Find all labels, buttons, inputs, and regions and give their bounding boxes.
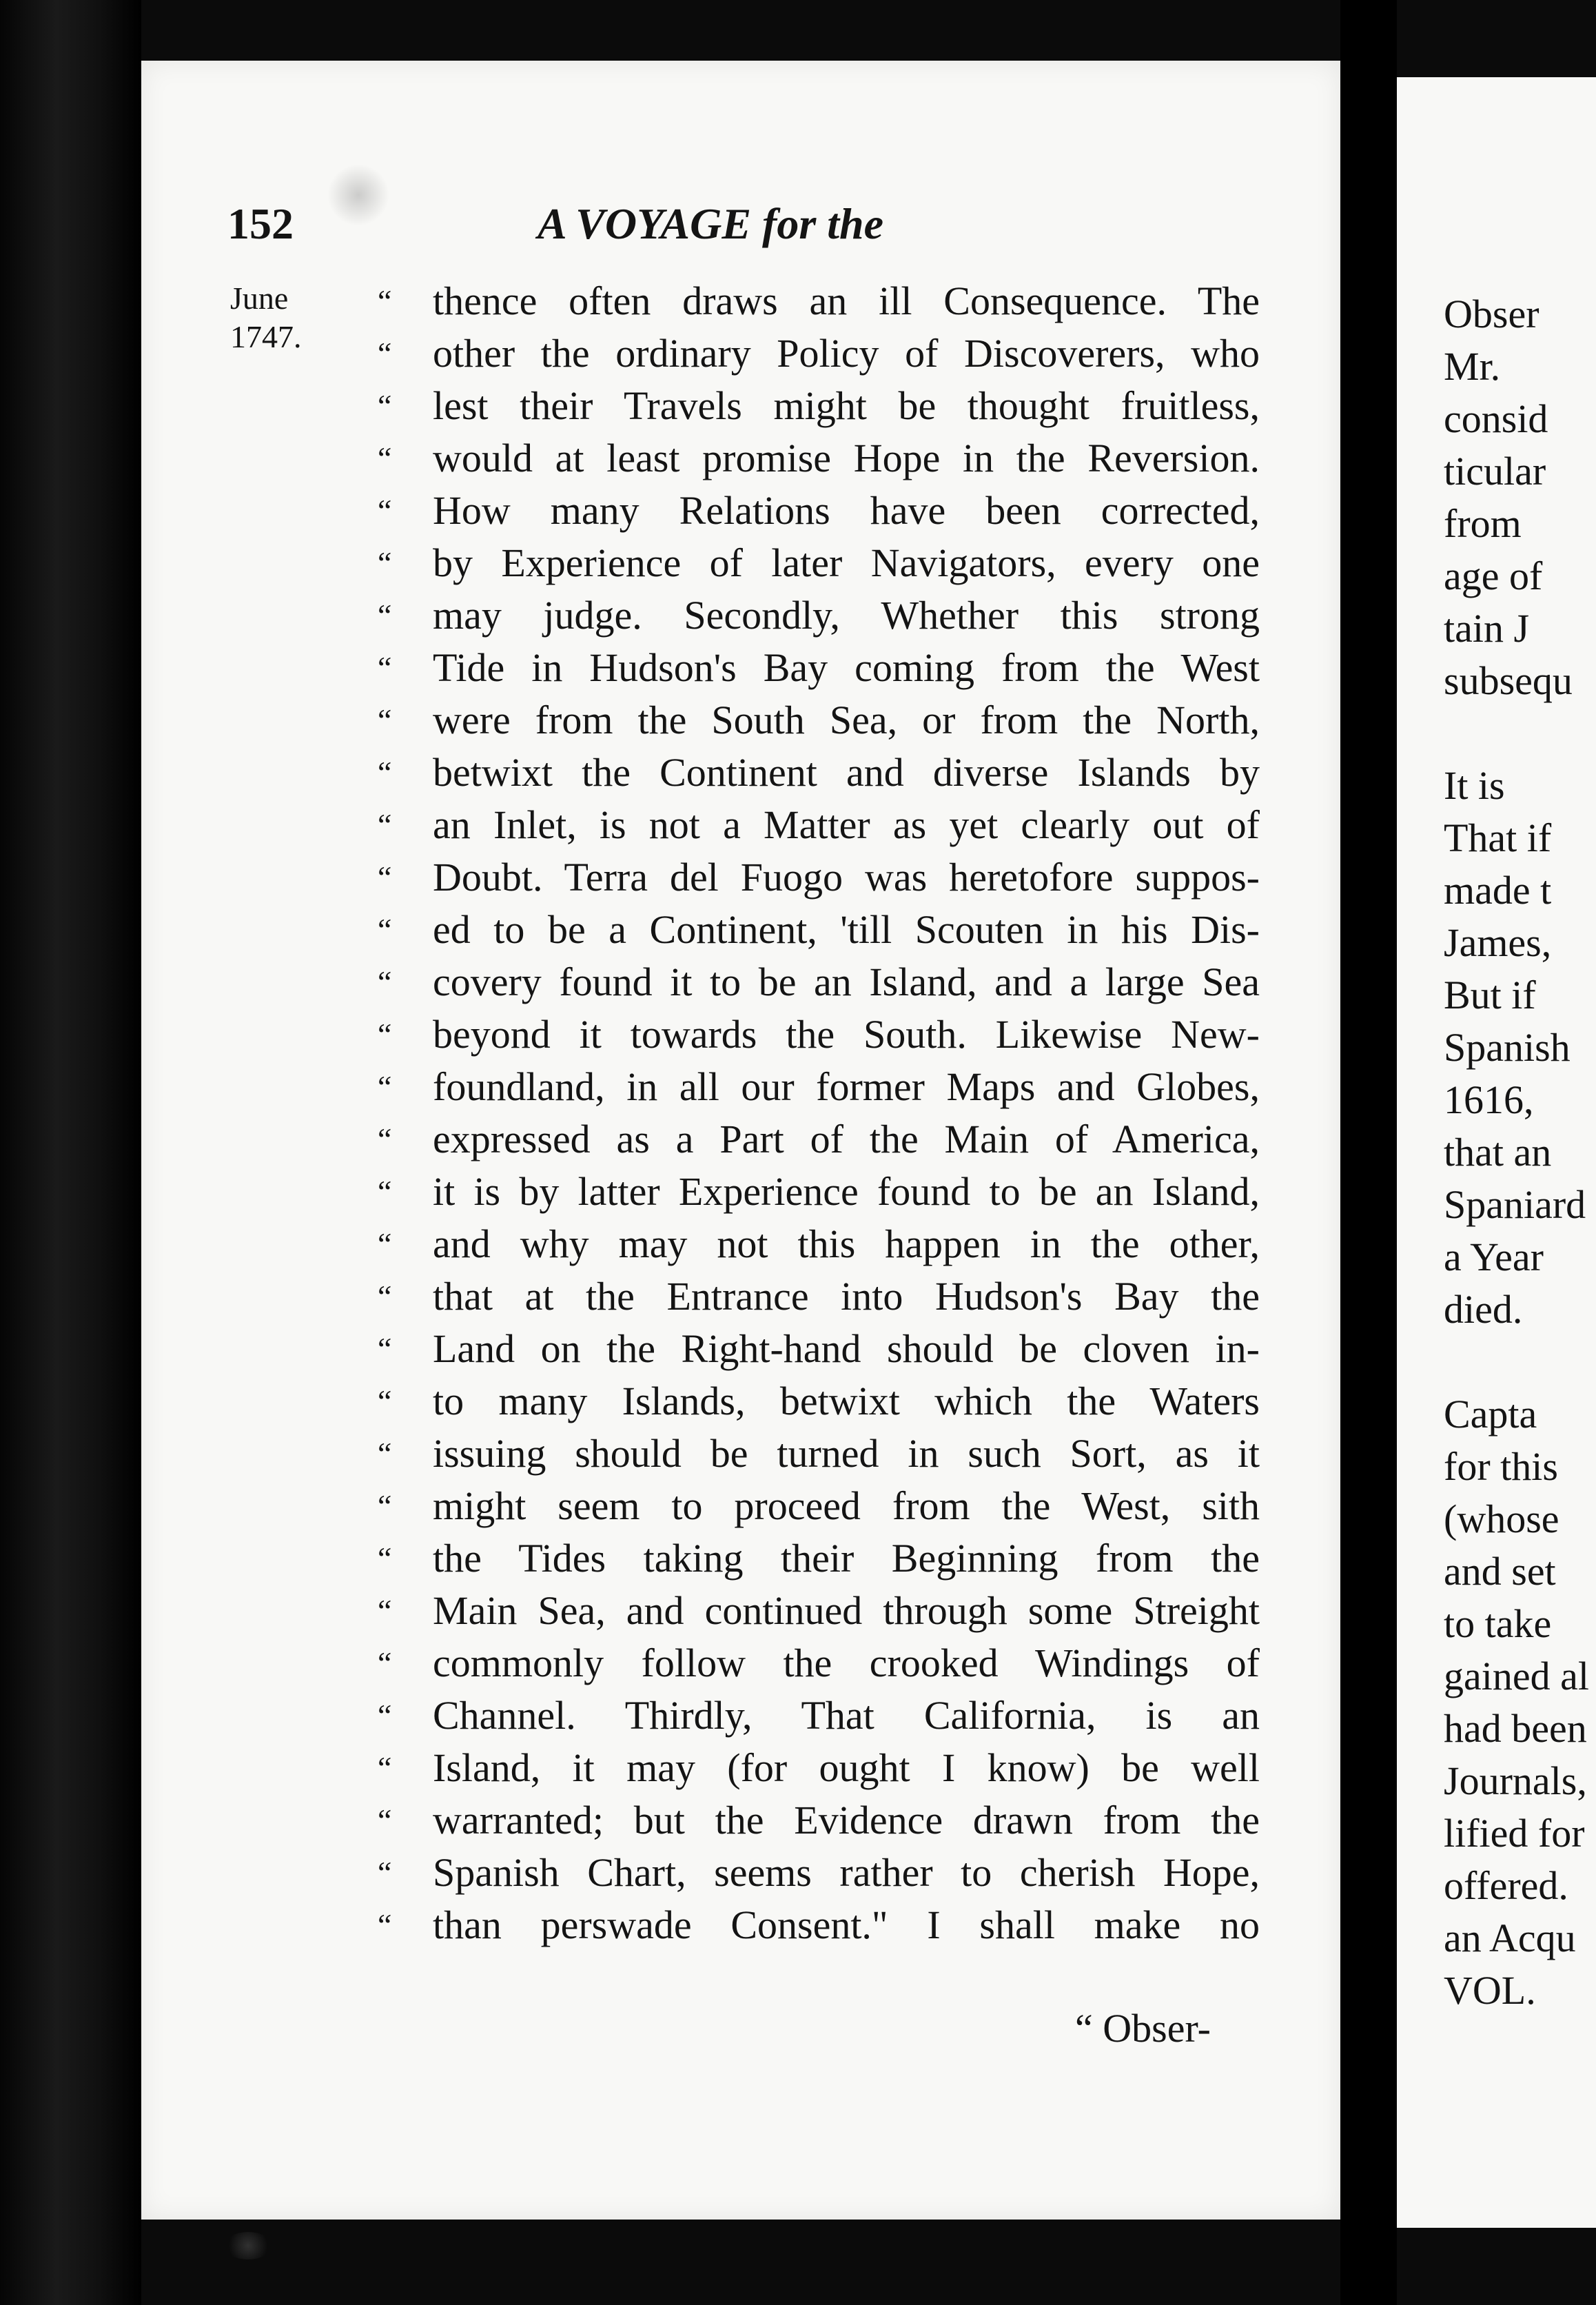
quote-mark: “ <box>378 1749 392 1785</box>
quote-mark: “ <box>378 859 392 895</box>
quote-mark: “ <box>378 597 392 633</box>
line-text: How many Relations have been corrected, <box>433 487 1260 533</box>
quote-mark: “ <box>378 1278 392 1314</box>
ink-smudge <box>224 2232 272 2260</box>
quote-mark: “ <box>378 1540 392 1576</box>
facing-page-line: subsequ <box>1444 658 1573 703</box>
facing-page-line: It is <box>1444 763 1505 808</box>
text-line <box>378 746 1260 798</box>
quote-mark: “ <box>378 545 392 580</box>
text-line <box>378 851 1260 903</box>
line-text: other the ordinary Policy of Discoverers, who <box>433 330 1260 376</box>
facing-page-line: gained al <box>1444 1654 1589 1698</box>
quote-mark: “ <box>378 387 392 423</box>
text-line <box>378 798 1260 851</box>
facing-page-line: that an <box>1444 1130 1552 1175</box>
quote-mark: “ <box>378 964 392 999</box>
facing-page-line <box>1444 1336 1596 1388</box>
facing-page-line: Capta <box>1444 1392 1537 1436</box>
quote-mark: “ <box>378 702 392 738</box>
line-text: that at the Entrance into Hudson's Bay the <box>433 1273 1260 1319</box>
text-line <box>378 1532 1260 1584</box>
line-text: might seem to proceed from the West, sith <box>433 1483 1260 1528</box>
text-line <box>378 641 1260 693</box>
ink-smudge <box>327 164 389 226</box>
facing-page-line: an Acqu <box>1444 1916 1576 1960</box>
text-line <box>378 1741 1260 1794</box>
line-text: Tide in Hudson's Bay coming from the West <box>433 644 1260 690</box>
facing-page-line: VOL. <box>1444 1968 1536 2013</box>
quote-mark: “ <box>378 911 392 947</box>
facing-page-line: age of <box>1444 554 1543 598</box>
text-line <box>378 1898 1260 1951</box>
line-text: may judge. Secondly, Whether this strong <box>433 592 1260 638</box>
margin-date-note <box>230 279 334 356</box>
text-line <box>378 1479 1260 1532</box>
quote-mark: “ <box>378 1907 392 1942</box>
facing-page-line: and set <box>1444 1549 1556 1594</box>
page-number: 152 <box>227 199 294 248</box>
quote-mark: “ <box>378 1383 392 1419</box>
line-text: it is by latter Experience found to be an Island, <box>433 1168 1260 1214</box>
running-title: A VOYAGE for the <box>538 199 883 248</box>
line-text: warranted; but the Evidence drawn from the <box>433 1797 1260 1842</box>
quote-mark: “ <box>378 1487 392 1523</box>
facing-page-line: consid <box>1444 396 1548 441</box>
catchword: “ Obser- <box>1075 2006 1211 2051</box>
text-line <box>378 327 1260 379</box>
text-line <box>378 1794 1260 1846</box>
line-text: Land on the Right-hand should be cloven in- <box>433 1326 1260 1371</box>
text-line <box>378 536 1260 589</box>
facing-page-line: ticular <box>1444 449 1546 494</box>
text-line <box>378 1636 1260 1689</box>
line-text: and why may not this happen in the other, <box>433 1221 1260 1266</box>
facing-page-line: tain J <box>1444 606 1530 651</box>
text-line <box>378 274 1260 327</box>
text-line <box>378 1846 1260 1898</box>
quote-mark: “ <box>378 492 392 528</box>
line-text: by Experience of later Navigators, every one <box>433 540 1260 585</box>
line-text: than perswade Consent." I shall make no <box>433 1902 1260 1947</box>
text-line <box>378 484 1260 536</box>
text-line <box>378 1165 1260 1217</box>
line-text: lest their Travels might be thought fruitless, <box>433 383 1260 428</box>
text-line <box>378 1060 1260 1113</box>
line-text: beyond it towards the South. Likewise New- <box>433 1011 1260 1057</box>
line-text: foundland, in all our former Maps and Globes, <box>433 1064 1260 1109</box>
line-text: an Inlet, is not a Matter as yet clearly out of <box>433 802 1260 847</box>
line-text: Island, it may (for ought I know) be well <box>433 1745 1260 1790</box>
quote-mark: “ <box>378 440 392 476</box>
facing-page-line: But if <box>1444 973 1536 1017</box>
line-text: Main Sea, and continued through some Streight <box>433 1587 1260 1633</box>
text-line <box>378 693 1260 746</box>
line-text: to many Islands, betwixt which the Waters <box>433 1378 1260 1423</box>
quote-mark: “ <box>378 1121 392 1157</box>
facing-page-line: That if <box>1444 815 1552 860</box>
line-text: Channel. Thirdly, That California, is an <box>433 1692 1260 1738</box>
quote-mark: “ <box>378 1802 392 1838</box>
line-text: betwixt the Continent and diverse Islands by <box>433 749 1260 795</box>
facing-page-line: 1616, <box>1444 1077 1534 1122</box>
quote-mark: “ <box>378 806 392 842</box>
facing-page-line: James, <box>1444 920 1552 965</box>
facing-page-line: Spanish <box>1444 1025 1571 1070</box>
facing-page-line: Mr. <box>1444 344 1501 389</box>
facing-page-line: lified for <box>1444 1811 1585 1856</box>
quote-mark: “ <box>378 1226 392 1261</box>
facing-page-line: had been <box>1444 1706 1587 1751</box>
page-gutter <box>1340 0 1397 2305</box>
line-text: thence often draws an ill Consequence. The <box>433 278 1260 323</box>
text-line <box>378 1427 1260 1479</box>
line-text: ed to be a Continent, 'till Scouten in his Dis- <box>433 906 1260 952</box>
facing-page-line: died. <box>1444 1287 1523 1332</box>
text-line <box>378 1113 1260 1165</box>
line-text: expressed as a Part of the Main of America, <box>433 1116 1260 1161</box>
quote-mark: “ <box>378 283 392 318</box>
facing-page-line: offered. <box>1444 1863 1568 1908</box>
quote-mark: “ <box>378 1697 392 1733</box>
quote-mark: “ <box>378 1173 392 1209</box>
margin-month: June <box>230 281 289 316</box>
text-line <box>378 431 1260 484</box>
facing-page-line: Journals, <box>1444 1758 1587 1803</box>
facing-page-line: to take <box>1444 1601 1552 1646</box>
line-text: the Tides taking their Beginning from the <box>433 1535 1260 1581</box>
text-line <box>378 1270 1260 1322</box>
text-line <box>378 1584 1260 1636</box>
quote-mark: “ <box>378 335 392 371</box>
main-text-column <box>378 274 1260 1951</box>
facing-page-text <box>1444 288 1596 2017</box>
facing-page-line: (whose <box>1444 1496 1559 1541</box>
text-line <box>378 1008 1260 1060</box>
quote-mark: “ <box>378 1330 392 1366</box>
facing-page-line: Obser <box>1444 292 1539 336</box>
text-line <box>378 379 1260 431</box>
text-line <box>378 589 1260 641</box>
quote-mark: “ <box>378 1592 392 1628</box>
line-text: issuing should be turned in such Sort, as it <box>433 1430 1260 1476</box>
text-line <box>378 1374 1260 1427</box>
facing-page-line <box>1444 707 1596 760</box>
text-line <box>378 1322 1260 1374</box>
facing-page-line: a Year <box>1444 1235 1544 1279</box>
quote-mark: “ <box>378 1068 392 1104</box>
text-line <box>378 1689 1260 1741</box>
line-text: were from the South Sea, or from the North, <box>433 697 1260 742</box>
facing-page-line: from <box>1444 501 1522 546</box>
quote-mark: “ <box>378 754 392 790</box>
text-line <box>378 955 1260 1008</box>
quote-mark: “ <box>378 1016 392 1052</box>
quote-mark: “ <box>378 1854 392 1890</box>
text-line <box>378 1217 1260 1270</box>
text-line <box>378 903 1260 955</box>
line-text: Spanish Chart, seems rather to cherish Hope, <box>433 1849 1260 1895</box>
quote-mark: “ <box>378 1645 392 1680</box>
margin-year: 1747. <box>230 319 302 354</box>
line-text: covery found it to be an Island, and a large Sea <box>433 959 1260 1004</box>
quote-mark: “ <box>378 1435 392 1471</box>
line-text: would at least promise Hope in the Reversion. <box>433 435 1260 480</box>
facing-page-line: Spaniard <box>1444 1182 1586 1227</box>
book-binding-edge <box>0 0 141 2305</box>
facing-page-line: made t <box>1444 868 1552 913</box>
quote-mark: “ <box>378 649 392 685</box>
facing-page-line: for this <box>1444 1444 1558 1489</box>
line-text: Doubt. Terra del Fuogo was heretofore suppos- <box>433 854 1260 900</box>
line-text: commonly follow the crooked Windings of <box>433 1640 1260 1685</box>
